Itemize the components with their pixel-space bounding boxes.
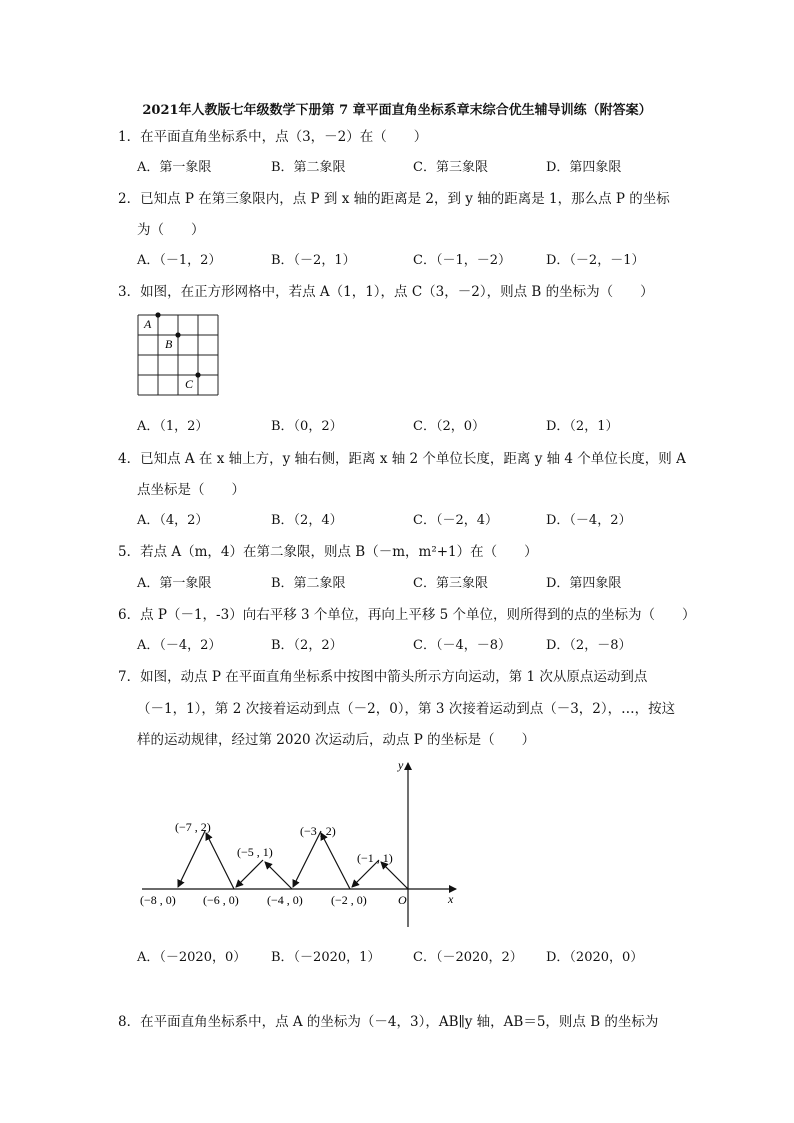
point-b [175,332,180,337]
q5-option-d: D．第四象限 [546,576,622,591]
label-neg5-1: (−5 , 1) [237,845,273,859]
arrow-7 [206,833,234,889]
label-neg7-2: (−7 , 2) [175,820,211,834]
q2-option-b: B．（－2，1） [271,253,356,268]
arrow-3 [321,833,350,889]
q3-option-c: C．（2，0） [413,419,485,434]
q4-option-c: C．（－2，4） [413,513,498,528]
q7-option-b: B．（－2020，1） [271,950,381,965]
q3-option-b: B．（0，2） [271,419,343,434]
q8-stem: 8．在平面直角坐标系中，点 A 的坐标为（－4，3），AB∥y 轴，AB＝5，则点 B 的坐标为 [118,1014,659,1030]
arrow-4 [293,831,321,887]
label-neg6-0: (−6 , 0) [203,893,239,907]
q2-option-d: D．（－2，－1） [546,253,645,268]
q7-coordinate-figure [130,755,470,935]
q4-option-d: D．（－4，2） [546,513,632,528]
q7-option-c: C．（－2020，2） [413,950,523,965]
q4-stem-line2: 点坐标是（ ） [137,482,245,498]
q5-option-b: B．第二象限 [271,576,346,591]
arrow-5 [265,862,292,889]
label-a: A [144,317,152,331]
x-axis-label: x [448,892,454,906]
q6-stem: 6．点 P（－1，-3）向右平移 3 个单位，再向上平移 5 个单位，则所得到的点的坐标为（ ） [118,607,696,623]
arrow-8 [178,831,205,887]
page-title: 2021年人教版七年级数学下册第 7 章平面直角坐标系章末综合优生辅导训练（附答案） [142,103,652,118]
q5-stem: 5．若点 A（m，4）在第二象限，则点 B（－m，m²+1）在（ ） [118,544,538,560]
q6-option-b: B．（2，2） [271,638,343,653]
y-axis-label: y [398,758,404,772]
q1-stem: 1．在平面直角坐标系中，点（3，－2）在（ ） [118,129,428,145]
q4-option-b: B．（2，4） [271,513,343,528]
arrow-6 [236,860,263,887]
origin-label: O [398,893,407,907]
q2-option-a: A．（－1，2） [137,253,222,268]
label-c: C [185,377,194,391]
q1-option-c: C．第三象限 [413,160,488,175]
q7-option-a: A．（－2020，0） [137,950,247,965]
point-c [195,372,200,377]
q3-option-a: A．（1，2） [137,419,209,434]
q3-option-d: D．（2，1） [546,419,619,434]
q6-option-a: A．（－4，2） [137,638,222,653]
q3-stem: 3．如图，在正方形网格中，若点 A（1，1），点 C（3，－2），则点 B 的坐标为（ ） [118,284,654,300]
q5-option-c: C．第三象限 [413,576,488,591]
q4-option-a: A．（4，2） [137,513,209,528]
q6-option-c: C．（－4，－8） [413,638,511,653]
label-b: B [165,337,173,351]
q7-stem-line3: 样的运动规律，经过第 2020 次运动后，动点 P 的坐标是（ ） [137,732,536,748]
point-a [155,312,160,317]
q2-option-c: C．（－1，－2） [413,253,511,268]
q1-option-a: A．第一象限 [137,160,212,175]
label-neg1-1: (−1 , 1) [357,851,393,865]
q1-option-b: B．第二象限 [271,160,346,175]
q3-grid-figure [135,312,221,398]
label-neg3-2: (−3 , 2) [300,824,336,838]
q2-stem-line2: 为（ ） [137,222,205,238]
q7-stem-line1: 7．如图，动点 P 在平面直角坐标系中按图中箭头所示方向运动，第 1 次从原点运动到点 [118,669,648,685]
q5-option-a: A．第一象限 [137,576,212,591]
label-neg4-0: (−4 , 0) [267,893,303,907]
q7-stem-line2: （－1，1），第 2 次接着运动到点（－2，0），第 3 次接着运动到点（－3，2），…，按这 [137,701,676,717]
arrow-1 [381,862,408,889]
q2-stem-line1: 2．已知点 P 在第三象限内，点 P 到 x 轴的距离是 2，到 y 轴的距离是 1，那么点 P 的坐标 [118,191,670,207]
q6-option-d: D．（2，－8） [546,638,632,653]
label-neg2-0: (−2 , 0) [331,893,367,907]
q4-stem-line1: 4．已知点 A 在 x 轴上方，y 轴右侧，距离 x 轴 2 个单位长度，距离 y 轴 4 个单位长度，则 A [118,451,686,467]
label-neg8-0: (−8 , 0) [140,893,176,907]
q1-option-d: D．第四象限 [546,160,622,175]
q7-option-d: D．（2020，0） [546,950,644,965]
